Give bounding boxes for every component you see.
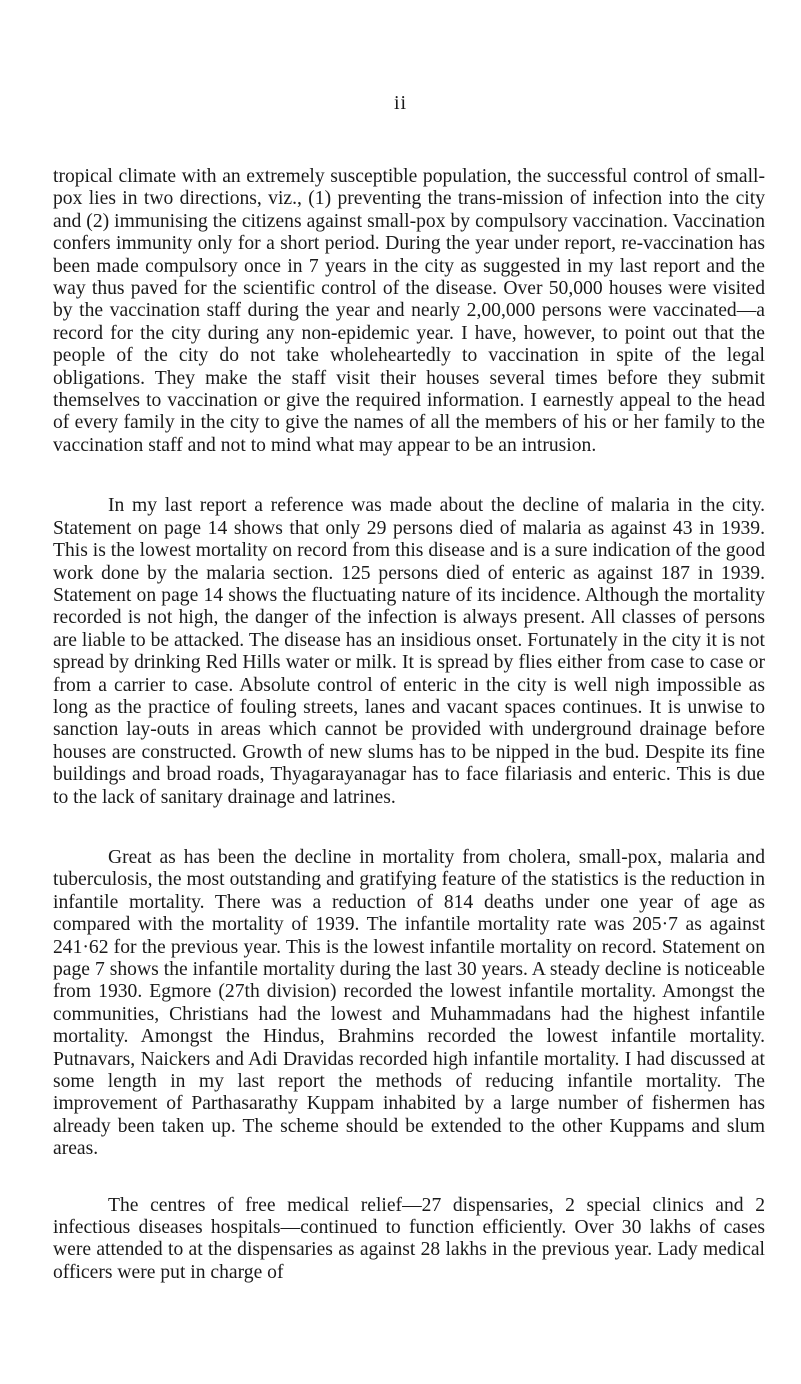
- page-number: ii: [393, 92, 408, 114]
- paragraph-malaria-enteric: In my last report a reference was made about the decline of malaria in the city. Statement on page 14 shows that only 29 persons died of malaria as against 43 in 1939. This is the lowest mortality on record from this disease and is a sure indication of the good work done by the malaria section. 125 persons died of enteric as against 187 in 1939. Statement on page 14 shows the fluctuating nature of its incidence. Although the mortality recorded is not high, the danger of the infection is always present. All classes of persons are liable to be attacked. The disease has an insidious onset. Fortunately in the city it is not spread by drinking Red Hills water or milk. It is spread by flies either from case to case or from a carrier to case. Absolute control of enteric in the city is well nigh impossible as long as the practice of fouling streets, lanes and vacant spaces continues. It is unwise to sanction lay-outs in areas which cannot be provided with underground drainage before houses are constructed. Growth of new slums has to be nipped in the bud. Despite its fine buildings and broad roads, Thyagarayanagar has to face filariasis and enteric. This is due to the lack of sanitary drainage and latrines.: [53, 495, 765, 808]
- body-text: [53, 166, 765, 1284]
- paragraph-medical-relief: The centres of free medical relief—27 dispensaries, 2 special clinics and 2 infectious diseases hospitals—continued to function efficiently. Over 30 lakhs of cases were attended to at the dispensaries as against 28 lakhs in the previous year. Lady medical officers were put in charge of: [53, 1194, 765, 1283]
- paragraph-smallpox: tropical climate with an extremely susceptible population, the successful control of small-pox lies in two directions, viz., (1) preventing the trans-mission of infection into the city and (2) immunising the citizens against small-pox by compulsory vaccination. Vaccination confers immunity only for a short period. During the year under report, re-vaccination has been made compulsory once in 7 years in the city as suggested in my last report and the way thus paved for the scientific control of the disease. Over 50,000 houses were visited by the vaccination staff during the year and nearly 2,00,000 persons were vaccinated—a record for the city during any non-epidemic year. I have, however, to point out that the people of the city do not take wholeheartedly to vaccination in spite of the legal obligations. They make the staff visit their houses several times before they submit themselves to vaccination or give the required information. I earnestly appeal to the head of every family in the city to give the names of all the members of his or her family to the vaccination staff and not to mind what may appear to be an intrusion.: [53, 166, 765, 456]
- paragraph-infantile-mortality: Great as has been the decline in mortality from cholera, small-pox, malaria and tuberculosis, the most outstanding and gratifying feature of the statistics is the reduction in infantile mortality. There was a reduction of 814 deaths under one year of age as compared with the mortality of 1939. The infantile mortality rate was 205·7 as against 241·62 for the previous year. This is the lowest infantile mortality on record. Statement on page 7 shows the infantile mortality during the last 30 years. A steady decline is noticeable from 1930. Egmore (27th division) recorded the lowest infantile mortality. Amongst the communities, Christians had the lowest and Muhammadans had the highest infantile mortality. Amongst the Hindus, Brahmins recorded the lowest infantile mortality. Putnavars, Naickers and Adi Dravidas recorded high infantile mortality. I had discussed at some length in my last report the methods of reducing infantile mortality. The improvement of Parthasarathy Kuppam inhabited by a large number of fishermen has already been taken up. The scheme should be extended to the other Kuppams and slum areas.: [53, 846, 765, 1160]
